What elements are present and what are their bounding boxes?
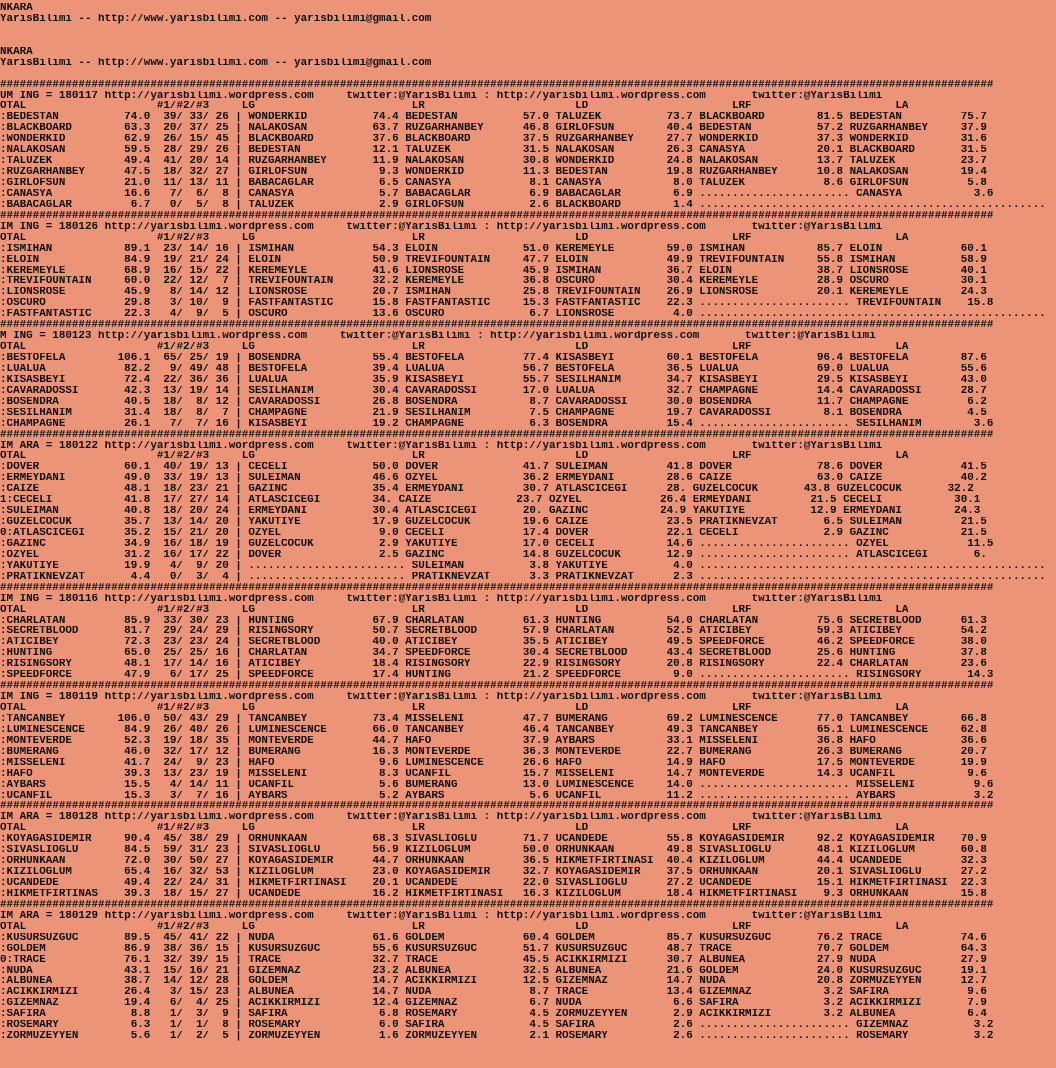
horse-score-row: :KOYAGASIDEMIR 90.4 45/ 38/ 29 | ORHUNKAAN 68.3 SIVASLIOGLU 71.7 UCANDEDE 55.8 KOYAGASIDEMIR 92.2 KOYAGASIDEMIR 70.9 xyxy=(0,834,987,846)
column-header-line: OTAL #1/#2/#3 LG LR LD LRF LA xyxy=(0,823,909,835)
horse-score-row: 1:CECELI 41.8 17/ 27/ 14 | ATLASCICEGI 34. CAIZE 23.7 OZYEL 26.4 ERMEYDANI 21.5 CECELI 30.1 xyxy=(0,495,981,507)
horse-score-row: :GOLDEM 86.9 38/ 36/ 15 | KUSURSUZGUC 55.6 KUSURSUZGUC 51.7 KUSURSUZGUC 48.7 TRACE 70.7 GOLDEM 64.3 xyxy=(0,943,987,955)
horse-score-row: 0:ATLASCICEGI 35.2 15/ 21/ 20 | OZYEL 9.0 CECELI 17.4 DOVER 22.1 CECELI 2.9 GAZINC 21.5 xyxy=(0,528,987,539)
horse-score-row: :GIZEMNAZ 19.4 6/ 4/ 25 | ACIKKIRMIZI 12.4 GIZEMNAZ 6.7 NUDA 6.6 SAFIRA 3.2 ACIKKIRMIZI 7.9 xyxy=(0,998,987,1010)
blank-line xyxy=(0,25,1056,36)
horse-score-row: :BUMERANG 46.0 32/ 17/ 12 | BUMERANG 16.3 MONTEVERDE 36.3 MONTEVERDE 22.7 BUMERANG 26.3 BUMERANG 20.7 xyxy=(0,746,987,758)
horse-score-row: :KIZILOGLUM 65.4 16/ 32/ 53 | KIZILOGLUM 23.0 KOYAGASIDEMIR 32.7 KOYAGASIDEMIR 37.5 ORHUNKAAN 20.1 SIVASLIOGLU 27.2 xyxy=(0,867,987,878)
column-header-line: OTAL #1/#2/#3 LG LR LD LRF LA xyxy=(0,101,909,113)
horse-score-row: :UCANDEDE 49.4 22/ 24/ 31 | HIKMETFIRTINASI 20.1 UCANDEDE 22.0 SIVASLIOGLU 27.2 UCANDEDE 15.1 HIKMETFIRTINASI 22.3 xyxy=(0,878,987,889)
horse-score-row: :HUNTING 65.0 25/ 25/ 16 | CHARLATAN 34.7 SPEEDFORCE 30.4 SECRETBLOOD 43.4 SECRETBLOOD 25.6 HUNTING 37.8 xyxy=(0,648,987,660)
horse-score-row: :KISASBEYI 72.4 22/ 36/ 36 | LUALUA 35.9 KISASBEYI 55.7 SESILHANIM 34.7 KISASBEYI 29.5 KISASBEYI 43.0 xyxy=(0,374,987,386)
horse-score-row: :KEREMEYLE 68.9 16/ 15/ 22 | KEREMEYLE 41.6 LIONSROSE 45.9 ISMIHAN 36.7 ELOIN 38.7 LIONSROSE 40.1 xyxy=(0,265,987,277)
separator-line: ######################################################################################################################################################## xyxy=(0,210,994,222)
city-title: NKARA xyxy=(0,46,33,58)
horse-score-row: :CAIZE 48.1 18/ 23/ 21 | GAZINC 35.4 ERMEYDANI 30.7 ATLASCICEGI 28. GUZELCOCUK 43.8 GUZELCOCUK 32.2 xyxy=(0,484,974,496)
separator-line: ######################################################################################################################################################## xyxy=(0,681,994,693)
horse-score-row: :HAFO 39.3 13/ 23/ 19 | MISSELENI 8.3 UCANFIL 15.7 MISSELENI 14.7 MONTEVERDE 14.3 UCANFIL 9.6 xyxy=(0,768,987,780)
column-header-line: OTAL #1/#2/#3 LG LR LD LRF LA xyxy=(0,604,909,616)
race-header-line: IM ING = 180119 http://yarisbilimi.wordpress.com twitter:@YarisBilimi : http://yarisbilimi.wordpress.com twitter:@YarisBilimi xyxy=(0,692,883,703)
horse-score-row: :GAZINC 34.9 16/ 18/ 19 | GUZELCOCUK 2.9 YAKUTIYE 17.0 CECELI 14.6 ....................... OZYEL 11.5 xyxy=(0,538,994,550)
horse-score-row: :SIVASLIOGLU 84.5 59/ 31/ 23 | SIVASLIOGLU 56.9 KIZILOGLUM 50.0 ORHUNKAAN 49.8 SIVASLIOGLU 48.1 KIZILOGLUM 60.8 xyxy=(0,845,987,857)
horse-score-row: :HIKMETFIRTINAS 39.3 18/ 15/ 27 | UCANDEDE 16.2 HIKMETFIRTINASI 16.3 KIZILOGLUM 18.4 HIKMETFIRTINASI 9.3 ORHUNKAAN 15.8 xyxy=(0,888,987,900)
horse-score-row: :OZYEL 31.2 16/ 17/ 22 | DOVER 2.5 GAZINC 14.8 GUZELCOCUK 12.9 ....................... ATLASCICEGI 6. xyxy=(0,549,987,561)
separator-line: ######################################################################################################################################################## xyxy=(0,429,994,441)
horse-score-row: :KUSURSUZGUC 89.5 45/ 41/ 22 | NUDA 61.6 GOLDEM 60.4 GOLDEM 85.7 KUSURSUZGUC 76.2 TRACE 74.6 xyxy=(0,932,987,944)
horse-score-row: :LUALUA 82.2 9/ 49/ 48 | BESTOFELA 39.4 LUALUA 56.7 BESTOFELA 36.5 LUALUA 69.0 LUALUA 55.6 xyxy=(0,363,987,375)
race-header-line: UM ING = 180117 http://yarisbilimi.wordpress.com twitter:@YarisBilimi : http://yarisbilimi.wordpress.com twitter:@YarisBilimi xyxy=(0,90,883,102)
horse-score-row: :BOSENDRA 40.5 18/ 8/ 12 | CAVARADOSSI 26.8 BOSENDRA 8.7 CAVARADOSSI 30.0 BOSENDRA 11.7 CHAMPAGNE 6.2 xyxy=(0,396,987,408)
horse-score-row: :ALBUNEA 38.7 14/ 12/ 28 | GOLDEM 14.7 ACIKKIRMIZI 12.5 GIZEMNAZ 14.7 NUDA 20.8 ZORMUZEYYEN 12.7 xyxy=(0,976,987,988)
race-report-document xyxy=(0,3,1056,1065)
horse-score-row: :ORHUNKAAN 72.0 30/ 50/ 27 | KOYAGASIDEMIR 44.7 ORHUNKAAN 36.5 HIKMETFIRTINASI 40.4 KIZILOGLUM 44.4 UCANDEDE 32.3 xyxy=(0,856,987,868)
separator-line: ######################################################################################################################################################## xyxy=(0,801,994,813)
column-header-line: OTAL #1/#2/#3 LG LR LD LRF LA xyxy=(0,232,909,244)
horse-score-row: :NUDA 43.1 15/ 16/ 21 | GIZEMNAZ 23.2 ALBUNEA 32.5 ALBUNEA 21.6 GOLDEM 24.0 KUSURSUZGUC 19.1 xyxy=(0,965,987,977)
blank-line xyxy=(0,69,1056,80)
horse-score-row: :ATICIBEY 72.3 23/ 23/ 24 | SECRETBLOOD 40.0 ATICIBEY 35.5 ATICIBEY 49.5 SPEEDFORCE 46.2 SPEEDFORCE 38.0 xyxy=(0,637,987,649)
horse-score-row: :SAFIRA 8.8 1/ 3/ 9 | SAFIRA 6.8 ROSEMARY 4.5 ZORMUZEYYEN 2.9 ACIKKIRMIZI 3.2 ALBUNEA 6.4 xyxy=(0,1009,987,1021)
horse-score-row: :SESILHANIM 31.4 18/ 8/ 7 | CHAMPAGNE 21.9 SESILHANIM 7.5 CHAMPAGNE 19.7 CAVARADOSSI 8.1 BOSENDRA 4.5 xyxy=(0,407,987,419)
horse-score-row: :ISMIHAN 89.1 23/ 14/ 16 | ISMIHAN 54.3 ELOIN 51.0 KEREMEYLE 59.0 ISMIHAN 85.7 ELOIN 60.1 xyxy=(0,243,987,255)
horse-score-row: :CANASYA 16.6 7/ 6/ 8 | CANASYA 5.7 BABACAGLAR 6.9 BABACAGLAR 6.9 ....................... CANASYA 3.6 xyxy=(0,188,994,200)
horse-score-row: :BABACAGLAR 6.7 0/ 5/ 8 | TALUZEK 2.9 GIRLOFSUN 2.6 BLACKBOARD 1.4 ..................................................... xyxy=(0,199,1046,211)
horse-score-row: :AYBARS 15.5 4/ 14/ 11 | UCANFIL 5.6 BUMERANG 13.0 LUMINESCENCE 14.0 ....................... MISSELENI 9.6 xyxy=(0,779,994,791)
horse-score-row: :UCANFIL 15.3 3/ 7/ 16 | AYBARS 5.2 AYBARS 5.6 UCANFIL 11.2 ....................... AYBARS 3.2 xyxy=(0,790,994,802)
horse-score-row: :BEDESTAN 74.0 39/ 33/ 26 | WONDERKID 74.4 BEDESTAN 57.0 TALUZEK 73.7 BLACKBOARD 81.5 BEDESTAN 75.7 xyxy=(0,112,987,124)
horse-score-row: :CAVARADOSSI 42.3 13/ 19/ 14 | SESILHANIM 30.4 CAVARADOSSI 17.0 LUALUA 32.7 CHAMPAGNE 14.4 CAVARADOSSI 28.7 xyxy=(0,385,987,397)
separator-line: ######################################################################################################################################################## xyxy=(0,582,994,594)
race-header-line: M ING = 180123 http://yarisbilimi.wordpress.com twitter:@YarisBilimi : http://yarisbilimi.wordpress.com twitter:@YarisBilimi xyxy=(0,331,876,343)
race-header-line: IM ARA = 180129 http://yarisbilimi.wordpress.com twitter:@YarisBilimi : http://yarisbilimi.wordpress.com twitter:@YarisBilimi xyxy=(0,910,883,922)
horse-score-row: :RUZGARHANBEY 47.5 18/ 32/ 27 | GIRLOFSUN 9.3 WONDERKID 11.3 BEDESTAN 19.8 RUZGARHANBEY 10.8 NALAKOSAN 19.4 xyxy=(0,167,987,178)
column-header-line: OTAL #1/#2/#3 LG LR LD LRF LA xyxy=(0,921,909,933)
column-header-line: OTAL #1/#2/#3 LG LR LD LRF LA xyxy=(0,703,909,714)
horse-score-row: :ERMEYDANI 49.0 33/ 19/ 13 | SULEIMAN 46.6 OZYEL 36.2 ERMEYDANI 28.6 CAIZE 63.0 CAIZE 40.2 xyxy=(0,473,987,485)
horse-score-row: :GUZELCOCUK 35.7 13/ 14/ 20 | YAKUTIYE 17.9 GUZELCOCUK 19.6 CAIZE 23.5 PRATIKNEVZAT 6.5 SULEIMAN 21.5 xyxy=(0,517,987,528)
horse-score-row: :FASTFANTASTIC 22.3 4/ 9/ 5 | OSCURO 13.6 OSCURO 6.7 LIONSROSE 4.0 ..................................................... xyxy=(0,309,1046,321)
horse-score-row: :CHAMPAGNE 26.1 7/ 7/ 16 | KISASBEYI 19.2 CHAMPAGNE 6.3 BOSENDRA 15.4 ....................... SESILHANIM 3.6 xyxy=(0,418,994,430)
horse-score-row: :ACIKKIRMIZI 26.4 3/ 15/ 23 | ALBUNEA 14.7 NUDA 8.7 TRACE 13.4 GIZEMNAZ 3.2 SAFIRA 9.6 xyxy=(0,987,987,999)
horse-score-row: :SPEEDFORCE 47.9 6/ 17/ 25 | SPEEDFORCE 17.4 HUNTING 21.2 SPEEDFORCE 9.0 ....................... RISINGSORY 14.3 xyxy=(0,670,994,682)
horse-score-row: :RISINGSORY 48.1 17/ 14/ 16 | ATICIBEY 18.4 RISINGSORY 22.9 RISINGSORY 20.8 RISINGSORY 22.4 CHARLATAN 23.6 xyxy=(0,659,987,671)
city-title: NKARA xyxy=(0,3,33,14)
horse-score-row: :NALAKOSAN 59.5 28/ 29/ 26 | BEDESTAN 12.1 TALUZEK 31.5 NALAKOSAN 26.3 CANASYA 20.1 BLACKBOARD 31.5 xyxy=(0,145,987,157)
horse-score-row: :CHARLATAN 85.9 33/ 30/ 23 | HUNTING 67.9 CHARLATAN 61.3 HUNTING 54.0 CHARLATAN 75.6 SECRETBLOOD 61.3 xyxy=(0,615,987,627)
horse-score-row: :WONDERKID 62.9 26/ 15/ 45 | BLACKBOARD 37.6 BLACKBOARD 37.5 RUZGARHANBEY 27.7 WONDERKID 37.3 WONDERKID 31.6 xyxy=(0,134,987,146)
horse-score-row: 0:TRACE 76.1 32/ 39/ 15 | TRACE 32.7 TRACE 45.5 ACIKKIRMIZI 30.7 ALBUNEA 27.9 NUDA 27.9 xyxy=(0,954,987,966)
horse-score-row: :TALUZEK 49.4 41/ 20/ 14 | RUZGARHANBEY 11.9 NALAKOSAN 30.8 WONDERKID 24.8 NALAKOSAN 13.7 TALUZEK 23.7 xyxy=(0,156,987,168)
horse-score-row: :OSCURO 29.8 3/ 10/ 9 | FASTFANTASTIC 15.8 FASTFANTASTIC 15.3 FASTFANTASTIC 22.3 ....................... TREVIFOUNTAIN 15.8 xyxy=(0,298,994,310)
horse-score-row: :LIONSROSE 45.9 8/ 14/ 12 | LIONSROSE 20.7 ISMIHAN 25.8 TREVIFOUNTAIN 26.9 LIONSROSE 20.1 KEREMEYLE 24.3 xyxy=(0,287,987,299)
contact-line: YarisBilimi -- http://www.yarisbilimi.com -- yarisbilimi@gmail.com xyxy=(0,57,432,69)
horse-score-row: :ROSEMARY 6.3 1/ 1/ 8 | ROSEMARY 6.0 SAFIRA 4.5 SAFIRA 2.6 ....................... GIZEMNAZ 3.2 xyxy=(0,1020,994,1032)
separator-line: ######################################################################################################################################################## xyxy=(0,899,994,911)
horse-score-row: :YAKUTIYE 19.9 4/ 9/ 20 | ........................ SULEIMAN 3.8 YAKUTIYE 4.0 ..................................................... xyxy=(0,560,1046,572)
horse-score-row: :TREVIFOUNTAIN 60.0 22/ 12/ 7 | TREVIFOUNTAIN 32.2 KEREMEYLE 36.8 OSCURO 30.4 KEREMEYLE 28.9 OSCURO 30.1 xyxy=(0,276,987,288)
race-header-line: IM ING = 180116 http://yarisbilimi.wordpress.com twitter:@YarisBilimi : http://yarisbilimi.wordpress.com twitter:@YarisBilimi xyxy=(0,593,883,605)
horse-score-row: :MONTEVERDE 52.3 19/ 18/ 35 | MONTEVERDE 44.7 HAFO 37.9 AYBARS 33.1 MISSELENI 36.8 HAFO 36.6 xyxy=(0,735,987,747)
horse-score-row: :BESTOFELA 106.1 65/ 25/ 19 | BOSENDRA 55.4 BESTOFELA 77.4 KISASBEYI 60.1 BESTOFELA 96.4 BESTOFELA 87.6 xyxy=(0,353,987,364)
horse-score-row: :ZORMUZEYYEN 5.6 1/ 2/ 5 | ZORMUZEYYEN 1.6 ZORMUZEYYEN 2.1 ROSEMARY 2.6 ....................... ROSEMARY 3.2 xyxy=(0,1031,994,1043)
contact-line: YarisBilimi -- http://www.yarisbilimi.com -- yarisbilimi@gmail.com xyxy=(0,13,432,25)
horse-score-row: :DOVER 60.1 40/ 19/ 13 | CECELI 50.0 DOVER 41.7 SULEIMAN 41.8 DOVER 78.6 DOVER 41.5 xyxy=(0,462,987,474)
separator-line: ######################################################################################################################################################## xyxy=(0,79,994,91)
separator-line: ######################################################################################################################################################## xyxy=(0,320,994,332)
race-header-line: IM ARA = 180122 http://yarisbilimi.wordpress.com twitter:@YarisBilimi : http://yarisbilimi.wordpress.com twitter:@YarisBilimi xyxy=(0,440,883,452)
blank-line xyxy=(0,36,1056,47)
horse-score-row: :SULEIMAN 40.8 18/ 20/ 24 | ERMEYDANI 30.4 ATLASCICEGI 20. GAZINC 24.9 YAKUTIYE 12.9 ERMEYDANI 24.3 xyxy=(0,506,981,518)
column-header-line: OTAL #1/#2/#3 LG LR LD LRF LA xyxy=(0,451,909,463)
horse-score-row: :GIRLOFSUN 21.0 11/ 13/ 11 | BABACAGLAR 6.5 CANASYA 8.1 CANASYA 8.0 TALUZEK 8.6 GIRLOFSUN 5.8 xyxy=(0,178,987,189)
race-header-line: IM ING = 180126 http://yarisbilimi.wordpress.com twitter:@YarisBilimi : http://yarisbilimi.wordpress.com twitter:@YarisBilimi xyxy=(0,221,883,233)
horse-score-row: :MISSELENI 41.7 24/ 9/ 23 | HAFO 9.6 LUMINESCENCE 26.6 HAFO 14.9 HAFO 17.5 MONTEVERDE 19.9 xyxy=(0,757,987,769)
column-header-line: OTAL #1/#2/#3 LG LR LD LRF LA xyxy=(0,342,909,353)
horse-score-row: :PRATIKNEVZAT 4.4 0/ 3/ 4 | ........................ PRATIKNEVZAT 3.3 PRATIKNEVZAT 2.3 ..................................................... xyxy=(0,571,1046,583)
horse-score-row: :ELOIN 84.9 19/ 21/ 24 | ELOIN 50.9 TREVIFOUNTAIN 47.7 ELOIN 49.9 TREVIFOUNTAIN 55.8 ISMIHAN 58.9 xyxy=(0,254,987,266)
horse-score-row: :LUMINESCENCE 84.9 26/ 40/ 26 | LUMINESCENCE 66.0 TANCANBEY 46.4 TANCANBEY 49.3 TANCANBEY 65.1 LUMINESCENCE 62.8 xyxy=(0,724,987,736)
horse-score-row: :SECRETBLOOD 81.7 29/ 24/ 29 | RISINGSORY 50.7 SECRETBLOOD 57.9 CHARLATAN 52.5 ATICIBEY 59.3 ATICIBEY 54.2 xyxy=(0,626,987,638)
horse-score-row: :TANCANBEY 106.0 50/ 43/ 29 | TANCANBEY 73.4 MISSELENI 47.7 BUMERANG 69.2 LUMINESCENCE 77.0 TANCANBEY 66.8 xyxy=(0,713,987,725)
horse-score-row: :BLACKBOARD 63.3 20/ 37/ 25 | NALAKOSAN 63.7 RUZGARHANBEY 46.8 GIRLOFSUN 40.4 BEDESTAN 57.2 RUZGARHANBEY 37.9 xyxy=(0,123,987,135)
race-header-line: IM ARA = 180128 http://yarisbilimi.wordpress.com twitter:@YarisBilimi : http://yarisbilimi.wordpress.com twitter:@YarisBilimi xyxy=(0,812,883,824)
